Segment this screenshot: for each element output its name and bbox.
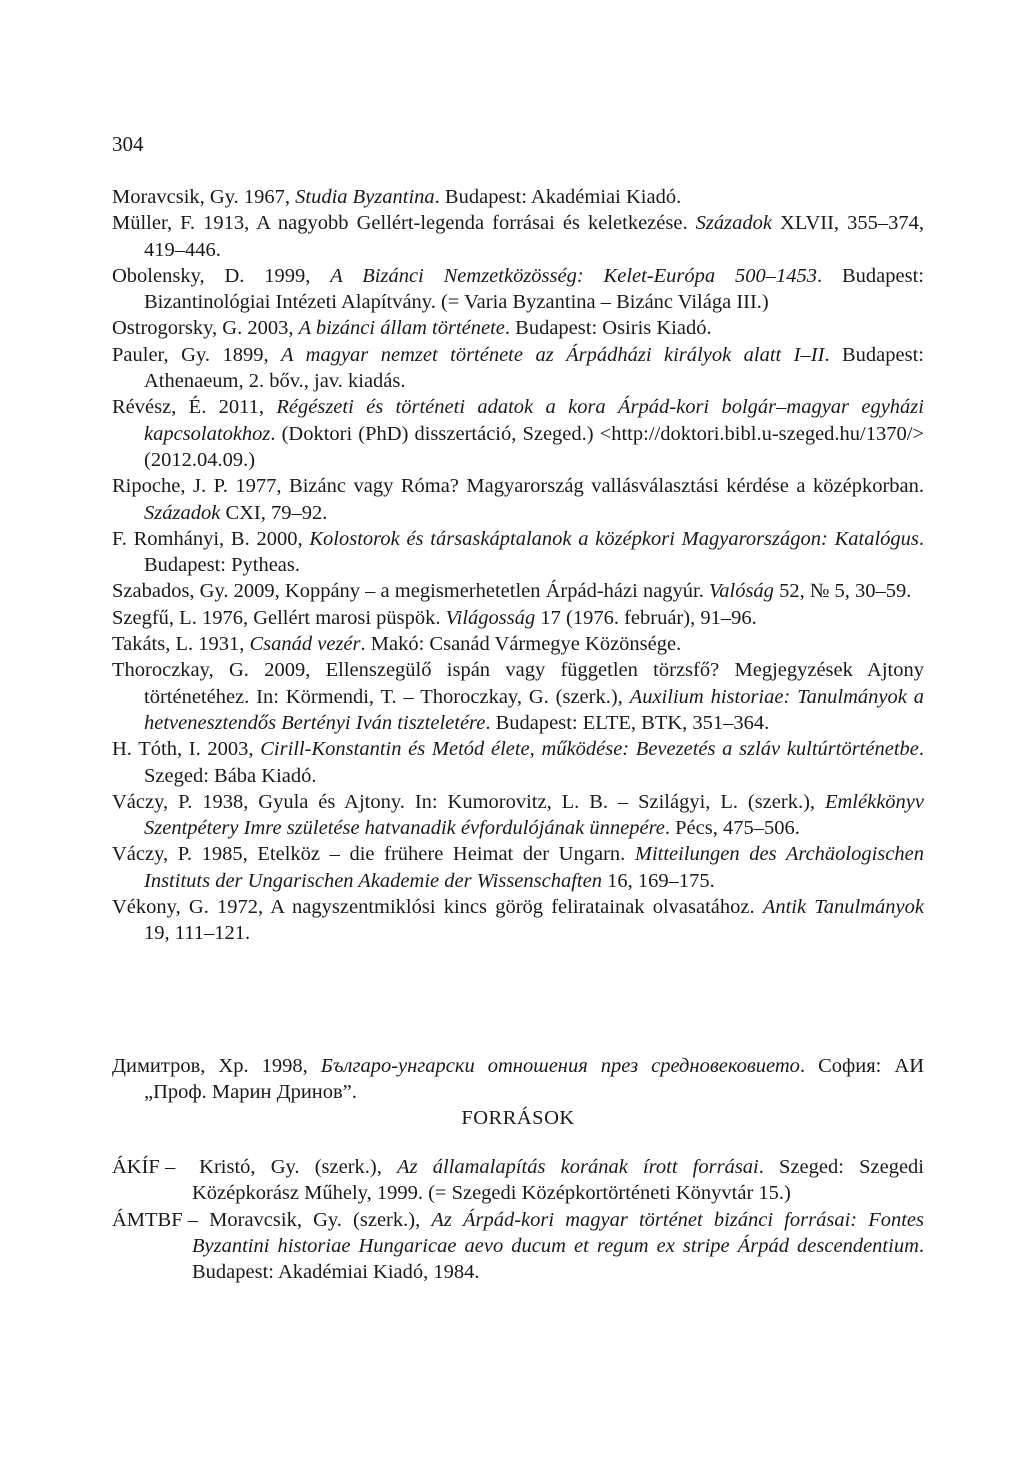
entry-text: Obolensky, D. 1999, bbox=[112, 264, 331, 287]
entry-text: Müller, F. 1913, A nagyobb Gellért-legenda forrásai és keletkezése. bbox=[112, 212, 696, 235]
entry-title-italic: Kolostorok és társaskáptalanok a középkori Magyarországon: Katalógus bbox=[309, 527, 919, 550]
bibliography-entry bbox=[112, 210, 924, 263]
entry-title-italic: Studia Byzantina bbox=[295, 186, 435, 208]
entry-text: . (Doktori (PhD) disszertáció, Szeged.) <http://doktori.bibl.u-szeged.hu/1370/> (2012.04.09.) bbox=[144, 422, 924, 471]
bibliography-entry bbox=[112, 657, 924, 736]
bibliography-entry bbox=[112, 789, 924, 842]
entry-text: . Pécs, 475–506. bbox=[664, 817, 800, 840]
bibliography-entry bbox=[112, 342, 924, 395]
entry-title-italic: Századok bbox=[695, 212, 772, 235]
entry-text: . София: АИ „Проф. Марин Дринов”. bbox=[144, 1055, 925, 1104]
entry-text: . Budapest: Akadémiai Kiadó. bbox=[434, 186, 682, 208]
entry-text: . Budapest: Bizantinológiai Intézeti Alapítvány. (= Varia Byzantina – Bizánc Világa III.) bbox=[144, 264, 924, 314]
entry-title-italic: Valóság bbox=[709, 580, 774, 603]
entry-text: . Szeged: Szegedi Középkorász Műhely, 1999. (= Szegedi Középkortörténeti Könyvtár 15.) bbox=[192, 1156, 924, 1205]
entry-text: . Budapest: Osiris Kiadó. bbox=[504, 317, 712, 340]
entry-text: . Szeged: Bába Kiadó. bbox=[144, 738, 924, 787]
bibliography-entry bbox=[112, 605, 924, 631]
entry-text: Димитров, Хр. 1998, bbox=[112, 1055, 321, 1077]
bibliography-list bbox=[112, 184, 924, 947]
entry-title-italic: Българо-унгарски отношения през средновековието bbox=[320, 1055, 800, 1077]
entry-text: H. Tóth, I. 2003, bbox=[112, 738, 261, 761]
entry-text: Révész, É. 2011, bbox=[112, 396, 277, 419]
entry-text: Takáts, L. 1931, bbox=[112, 633, 250, 656]
entry-text: Pauler, Gy. 1899, bbox=[112, 343, 282, 366]
entry-text: 19, 111–121. bbox=[144, 922, 251, 945]
page-number: 304 bbox=[112, 132, 144, 156]
entry-title-italic: Az államalapítás korának írott forrásai bbox=[397, 1156, 759, 1178]
sources-list bbox=[112, 1154, 924, 1285]
bibliography-entry bbox=[112, 1053, 924, 1106]
entry-text: Ostrogorsky, G. 2003, bbox=[112, 317, 299, 340]
bibliography-entry bbox=[112, 841, 924, 894]
section-heading: FORRÁSOK bbox=[461, 1107, 575, 1129]
entry-text: F. Romhányi, B. 2000, bbox=[112, 527, 310, 550]
entry-title-italic: Emlékkönyv Szentpétery Imre születése hatvanadik évfordulójának ünnepére bbox=[144, 790, 924, 840]
entry-title-italic: Auxilium historiae: Tanulmányok a hetvenesztendős Bertényi Iván tiszteletére bbox=[144, 685, 924, 734]
entry-title-italic: Az Árpád-kori magyar történet bizánci forrásai: Fontes Byzantini historiae Hungaricae aevo ducum et regum ex stripe Árpád descendentium bbox=[192, 1208, 925, 1257]
entry-text: . Makó: Csanád Vármegye Közönsége. bbox=[360, 633, 682, 656]
source-abbreviation: ÁKÍF – bbox=[112, 1156, 176, 1178]
bibliography-entry bbox=[112, 184, 924, 210]
bibliography-entry bbox=[112, 394, 924, 473]
entry-title-italic: A magyar nemzet története az Árpádházi királyok alatt I–II bbox=[281, 343, 825, 366]
entry-text: 52, № 5, 30–59. bbox=[773, 580, 912, 603]
entry-text: Váczy, P. 1985, Etelköz – die frühere Heimat der Ungarn. bbox=[112, 843, 635, 866]
entry-title-italic: Csanád vezér bbox=[249, 633, 361, 656]
entry-text: 16, 169–175. bbox=[601, 869, 715, 892]
bibliography-entry bbox=[112, 736, 924, 789]
entry-text: Szabados, Gy. 2009, Koppány – a megismerhetetlen Árpád-házi nagyúr. bbox=[112, 580, 709, 603]
entry-text: Moravcsik, Gy. 1967, bbox=[112, 186, 296, 208]
entry-text: Ripoche, J. P. 1977, Bizánc vagy Róma? Magyarország vallásválasztási kérdése a középkorban. bbox=[112, 475, 924, 498]
entry-text: CXI, 79–92. bbox=[220, 501, 328, 524]
source-entry bbox=[112, 1207, 924, 1286]
entry-title-italic: Mitteilungen des Archäologischen Instituts der Ungarischen Akademie der Wissenschaften bbox=[144, 843, 924, 892]
entry-title-italic: Régészeti és történeti adatok a kora Árpád-kori bolgár–magyar egyházi kapcsolatokhoz bbox=[144, 396, 924, 445]
bibliography-entry bbox=[112, 526, 924, 579]
bibliography-entry bbox=[112, 894, 924, 947]
entry-text: . Budapest: Athenaeum, 2. bőv., jav. kiadás. bbox=[144, 343, 924, 393]
source-abbreviation: ÁMTBF – bbox=[112, 1208, 199, 1231]
entry-title-italic: Világosság bbox=[445, 606, 536, 629]
entry-text: Thoroczkay, G. 2009, Ellenszegülő ispán vagy független törzsfő? Megjegyzések Ajtony történetéhez. In: Körmendi, T. – Thoroczkay, G. (szerk.), bbox=[112, 659, 924, 708]
bibliography-entry bbox=[112, 631, 924, 657]
entry-text: 17 (1976. február), 91–96. bbox=[535, 606, 757, 629]
entry-text: . Budapest: Akadémiai Kiadó, 1984. bbox=[192, 1234, 924, 1284]
entry-text: Moravcsik, Gy. (szerk.), bbox=[209, 1208, 432, 1231]
entry-title-italic: A bizánci állam története bbox=[298, 317, 505, 340]
entry-text: Vékony, G. 1972, A nagyszentmiklósi kincs görög feliratainak olvasatához. bbox=[112, 896, 763, 919]
entry-text: XLVII, 355–374, 419–446. bbox=[144, 212, 924, 261]
bibliography-entry bbox=[112, 315, 924, 341]
entry-title-italic: Antik Tanulmányok bbox=[762, 896, 924, 919]
entry-title-italic: Cirill-Konstantin és Metód élete, működése: Bevezetés a szláv kultúrtörténetbe bbox=[260, 738, 919, 761]
entry-text: . Budapest: Pytheas. bbox=[144, 527, 924, 577]
entry-title-italic: A Bizánci Nemzetközösség: Kelet-Európa 500–1453 bbox=[330, 264, 817, 287]
entry-text: Váczy, P. 1938, Gyula és Ajtony. In: Kumorovitz, L. B. – Szilágyi, L. (szerk.), bbox=[112, 790, 825, 813]
bibliography-list-cyrillic bbox=[112, 1053, 924, 1106]
entry-text: Szegfű, L. 1976, Gellért marosi püspök. bbox=[112, 606, 446, 629]
bibliography-entry bbox=[112, 578, 924, 604]
source-entry bbox=[112, 1154, 924, 1207]
entry-title-italic: Századok bbox=[144, 501, 221, 524]
entry-text: . Budapest: ELTE, BTK, 351–364. bbox=[485, 711, 770, 734]
entry-text: Kristó, Gy. (szerk.), bbox=[199, 1156, 398, 1178]
bibliography-entry bbox=[112, 263, 924, 316]
bibliography-entry bbox=[112, 473, 924, 526]
